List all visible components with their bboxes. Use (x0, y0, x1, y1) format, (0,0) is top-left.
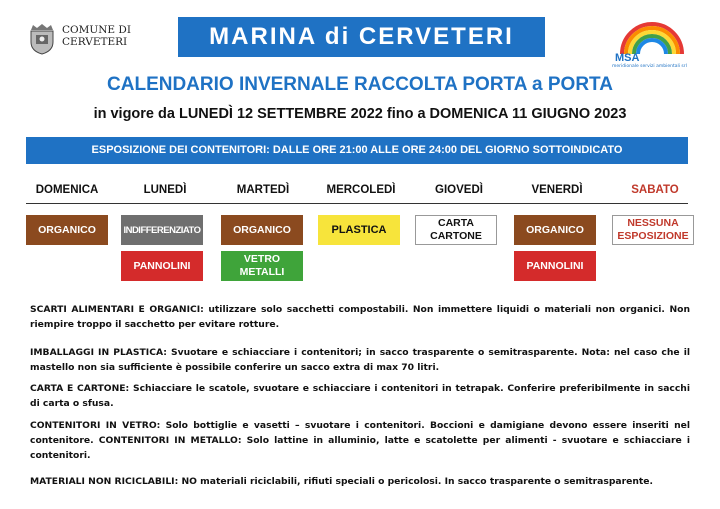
exposure-hours-bar: ESPOSIZIONE DEI CONTENITORI: DALLE ORE 21:00 ALLE ORE 24:00 DEL GIORNO SOTTOINDICATO (26, 137, 688, 164)
note-plastica: IMBALLAGGI IN PLASTICA: Svuotare e schiacciare i contenitori; in sacco trasparente o semitrasparente. Nota: nel caso che il mastello non sia sufficiente è possibile conferire un sacco extra di max 70 litri. (30, 347, 690, 373)
venerdi-pannolini: PANNOLINI (514, 251, 596, 281)
sabato-nessuna-esposizione: NESSUNA ESPOSIZIONE (612, 215, 694, 245)
validity-period: in vigore da LUNEDÌ 12 SETTEMBRE 2022 fino a DOMENICA 11 GIUGNO 2023 (93, 106, 627, 122)
msa-logo-text: MSA (615, 52, 640, 64)
martedi-vetro-metalli: VETRO METALLI (221, 251, 303, 281)
day-mercoledi: MERCOLEDÌ (326, 184, 396, 196)
day-venerdi: VENERDÌ (531, 184, 583, 196)
lunedi-pannolini: PANNOLINI (121, 251, 203, 281)
note-organici: SCARTI ALIMENTARI E ORGANICI: utilizzare solo sacchetti compostabili. Non immettere liquidi o materiali non organici. Non riempire troppo il sacchetto per evitare rotture. (30, 304, 690, 330)
note-carta: CARTA E CARTONE: Schiacciare le scatole, svuotare e schiacciare i contenitori in tetrapak. Conferire preferibilmente in sacchi di carta o sfusa. (30, 383, 690, 409)
msa-subtitle: meridionale servizi ambientali srl (612, 64, 687, 69)
note-vetro-metalli: CONTENITORI IN VETRO: Solo bottiglie e vasetti – svuotare i contenitori. Boccioni e damigiane devono essere inseriti nel contenitore. CONTENITORI IN METALLO: Solo lattine in alluminio, latte e scatolette per alimenti - svuotare e schiacciare i contenitori. (30, 420, 690, 461)
mercoledi-plastica: PLASTICA (318, 215, 400, 245)
lunedi-indifferenziato: INDIFFERENZIATO (121, 215, 203, 245)
domenica-organico: ORGANICO (26, 215, 108, 245)
day-domenica: DOMENICA (35, 184, 99, 196)
days-divider (26, 203, 688, 204)
day-martedi: MARTEDÌ (236, 184, 290, 196)
comune-name: COMUNE DI CERVETERI (62, 24, 131, 48)
giovedi-carta-cartone: CARTA CARTONE (415, 215, 497, 245)
comune-crest-icon (27, 22, 57, 55)
note-non-riciclabili: MATERIALI NON RICICLABILI: NO materiali riciclabili, rifiuti speciali o pericolosi. In sacco trasparente o semitrasparente. (30, 476, 654, 487)
calendar-title: CALENDARIO INVERNALE RACCOLTA PORTA a PORTA (107, 74, 613, 95)
page-title: MARINA di CERVETERI (178, 17, 545, 57)
martedi-organico: ORGANICO (221, 215, 303, 245)
day-giovedi: GIOVEDÌ (435, 184, 483, 196)
day-sabato: SABATO (631, 184, 679, 196)
venerdi-organico: ORGANICO (514, 215, 596, 245)
day-lunedi: LUNEDÌ (143, 184, 187, 196)
